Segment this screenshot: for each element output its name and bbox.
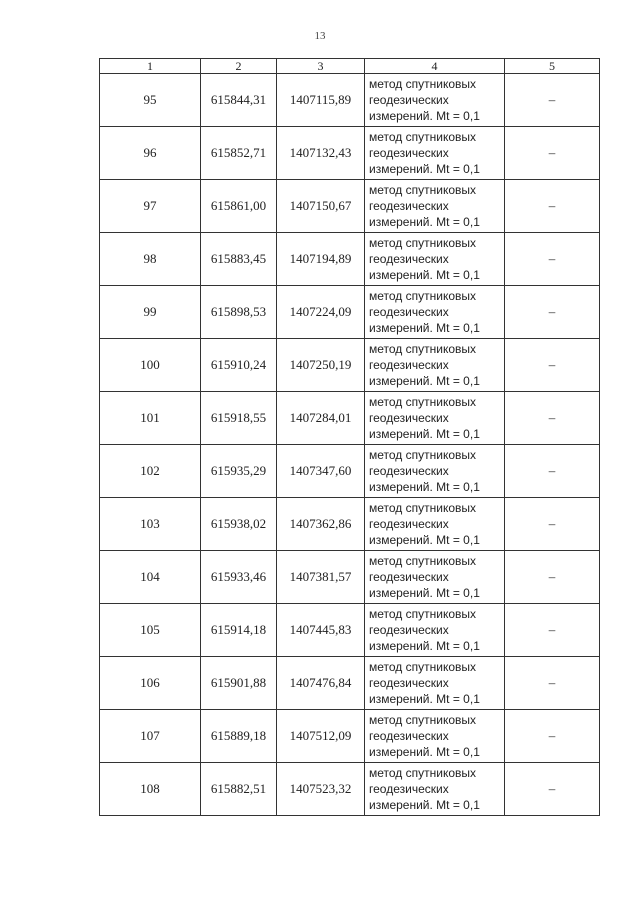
note-cell: – [505, 604, 600, 657]
y-coordinate-cell: 1407445,83 [277, 604, 365, 657]
table-row [100, 74, 600, 127]
y-coordinate-cell: 1407512,09 [277, 710, 365, 763]
column-header-1: 1 [100, 59, 201, 74]
x-coordinate-cell: 615938,02 [201, 498, 277, 551]
coordinates-table [99, 58, 600, 816]
point-number-cell: 103 [100, 498, 201, 551]
point-number-cell: 95 [100, 74, 201, 127]
note-cell: – [505, 498, 600, 551]
header-row [100, 59, 600, 74]
method-line: метод спутниковых [369, 554, 477, 568]
method-line: геодезических [369, 146, 449, 160]
method-line: геодезических [369, 199, 449, 213]
method-cell [365, 233, 505, 286]
method-line: измерений. Mt = 0,1 [369, 533, 480, 547]
x-coordinate-cell: 615918,55 [201, 392, 277, 445]
note-cell: – [505, 445, 600, 498]
note-cell: – [505, 551, 600, 604]
point-number-cell: 99 [100, 286, 201, 339]
method-line: измерений. Mt = 0,1 [369, 480, 480, 494]
method-line: метод спутниковых [369, 448, 477, 462]
method-line: измерений. Mt = 0,1 [369, 268, 480, 282]
method-line: геодезических [369, 570, 449, 584]
method-line: измерений. Mt = 0,1 [369, 215, 480, 229]
x-coordinate-cell: 615889,18 [201, 710, 277, 763]
point-number-cell: 108 [100, 763, 201, 816]
table-row [100, 657, 600, 710]
x-coordinate-cell: 615935,29 [201, 445, 277, 498]
y-coordinate-cell: 1407284,01 [277, 392, 365, 445]
y-coordinate-cell: 1407115,89 [277, 74, 365, 127]
note-cell: – [505, 657, 600, 710]
table-row [100, 763, 600, 816]
column-header-3: 3 [277, 59, 365, 74]
table-row [100, 233, 600, 286]
method-cell [365, 180, 505, 233]
method-cell [365, 127, 505, 180]
note-cell: – [505, 180, 600, 233]
table-row [100, 180, 600, 233]
method-line: геодезических [369, 676, 449, 690]
x-coordinate-cell: 615898,53 [201, 286, 277, 339]
method-cell [365, 286, 505, 339]
column-header-5: 5 [505, 59, 600, 74]
method-line: метод спутниковых [369, 766, 477, 780]
x-coordinate-cell: 615844,31 [201, 74, 277, 127]
method-line: измерений. Mt = 0,1 [369, 639, 480, 653]
method-line: метод спутниковых [369, 660, 477, 674]
note-cell: – [505, 286, 600, 339]
method-line: геодезических [369, 517, 449, 531]
method-line: геодезических [369, 729, 449, 743]
method-line: измерений. Mt = 0,1 [369, 586, 480, 600]
y-coordinate-cell: 1407132,43 [277, 127, 365, 180]
method-line: метод спутниковых [369, 607, 477, 621]
note-cell: – [505, 339, 600, 392]
method-line: геодезических [369, 782, 449, 796]
method-line: метод спутниковых [369, 289, 477, 303]
method-cell [365, 710, 505, 763]
column-header-4: 4 [365, 59, 505, 74]
method-line: геодезических [369, 305, 449, 319]
method-line: геодезических [369, 464, 449, 478]
method-line: метод спутниковых [369, 130, 477, 144]
point-number-cell: 107 [100, 710, 201, 763]
x-coordinate-cell: 615852,71 [201, 127, 277, 180]
column-header-2: 2 [201, 59, 277, 74]
method-cell [365, 498, 505, 551]
note-cell: – [505, 763, 600, 816]
method-line: измерений. Mt = 0,1 [369, 374, 480, 388]
table-header [100, 59, 600, 74]
point-number-cell: 105 [100, 604, 201, 657]
point-number-cell: 98 [100, 233, 201, 286]
table-row [100, 445, 600, 498]
method-line: измерений. Mt = 0,1 [369, 427, 480, 441]
point-number-cell: 100 [100, 339, 201, 392]
method-line: измерений. Mt = 0,1 [369, 109, 480, 123]
point-number-cell: 102 [100, 445, 201, 498]
y-coordinate-cell: 1407250,19 [277, 339, 365, 392]
method-cell [365, 339, 505, 392]
x-coordinate-cell: 615933,46 [201, 551, 277, 604]
note-cell: – [505, 710, 600, 763]
y-coordinate-cell: 1407362,86 [277, 498, 365, 551]
method-cell [365, 551, 505, 604]
method-line: метод спутниковых [369, 342, 477, 356]
method-cell [365, 392, 505, 445]
method-line: геодезических [369, 358, 449, 372]
method-line: измерений. Mt = 0,1 [369, 745, 480, 759]
table-row [100, 127, 600, 180]
table-row [100, 551, 600, 604]
x-coordinate-cell: 615914,18 [201, 604, 277, 657]
method-cell [365, 74, 505, 127]
method-line: измерений. Mt = 0,1 [369, 692, 480, 706]
method-cell [365, 763, 505, 816]
method-line: метод спутниковых [369, 501, 477, 515]
method-line: метод спутниковых [369, 395, 477, 409]
note-cell: – [505, 392, 600, 445]
note-cell: – [505, 74, 600, 127]
y-coordinate-cell: 1407150,67 [277, 180, 365, 233]
table-row [100, 392, 600, 445]
x-coordinate-cell: 615861,00 [201, 180, 277, 233]
point-number-cell: 97 [100, 180, 201, 233]
point-number-cell: 106 [100, 657, 201, 710]
table-body [100, 74, 600, 816]
method-cell [365, 604, 505, 657]
x-coordinate-cell: 615883,45 [201, 233, 277, 286]
method-line: метод спутниковых [369, 713, 477, 727]
method-line: метод спутниковых [369, 77, 477, 91]
method-line: метод спутниковых [369, 183, 477, 197]
method-line: метод спутниковых [369, 236, 477, 250]
point-number-cell: 96 [100, 127, 201, 180]
table-row [100, 339, 600, 392]
y-coordinate-cell: 1407347,60 [277, 445, 365, 498]
method-line: геодезических [369, 623, 449, 637]
method-line: измерений. Mt = 0,1 [369, 798, 480, 812]
method-line: геодезических [369, 411, 449, 425]
method-cell [365, 657, 505, 710]
method-line: измерений. Mt = 0,1 [369, 321, 480, 335]
y-coordinate-cell: 1407194,89 [277, 233, 365, 286]
method-line: измерений. Mt = 0,1 [369, 162, 480, 176]
note-cell: – [505, 127, 600, 180]
x-coordinate-cell: 615882,51 [201, 763, 277, 816]
table-row [100, 604, 600, 657]
x-coordinate-cell: 615901,88 [201, 657, 277, 710]
point-number-cell: 104 [100, 551, 201, 604]
table-row [100, 286, 600, 339]
y-coordinate-cell: 1407381,57 [277, 551, 365, 604]
method-line: геодезических [369, 93, 449, 107]
method-line: геодезических [369, 252, 449, 266]
y-coordinate-cell: 1407476,84 [277, 657, 365, 710]
y-coordinate-cell: 1407523,32 [277, 763, 365, 816]
page-number: 13 [314, 30, 326, 42]
x-coordinate-cell: 615910,24 [201, 339, 277, 392]
y-coordinate-cell: 1407224,09 [277, 286, 365, 339]
table-row [100, 498, 600, 551]
note-cell: – [505, 233, 600, 286]
point-number-cell: 101 [100, 392, 201, 445]
table-row [100, 710, 600, 763]
method-cell [365, 445, 505, 498]
